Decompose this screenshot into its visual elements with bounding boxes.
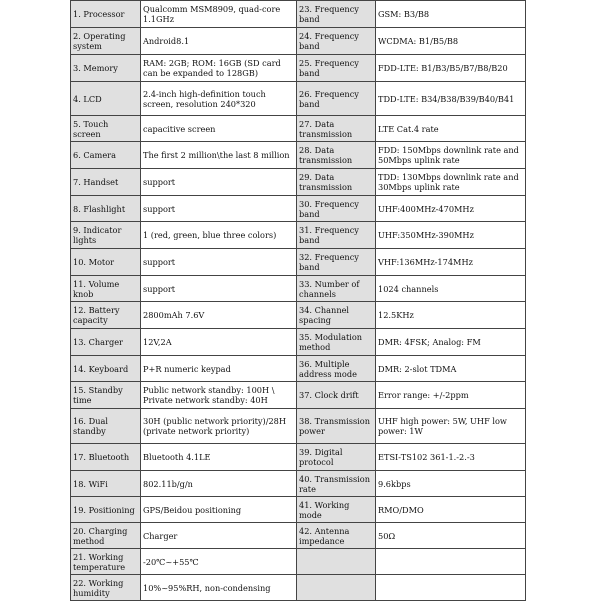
spec-label: 31. Frequency band — [297, 222, 376, 249]
spec-label: 15. Standby time — [71, 382, 141, 409]
spec-label: 3. Memory — [71, 55, 141, 82]
spec-value: GSM: B3/B8 — [376, 1, 526, 28]
spec-label: 37. Clock drift — [297, 382, 376, 409]
spec-label: 22. Working humidity — [71, 575, 141, 601]
spec-label: 9. Indicator lights — [71, 222, 141, 249]
table-row — [71, 523, 526, 549]
spec-value: 2.4-inch high-definition touch screen, resolution 240*320 — [141, 82, 297, 116]
table-row — [71, 116, 526, 142]
spec-value: GPS/Beidou positioning — [141, 497, 297, 523]
spec-label: 5. Touch screen — [71, 116, 141, 142]
spec-value: capacitive screen — [141, 116, 297, 142]
spec-label: 41. Working mode — [297, 497, 376, 523]
spec-value: 10%~95%RH, non-condensing — [141, 575, 297, 601]
spec-value: 12V,2A — [141, 329, 297, 356]
spec-label: 18. WiFi — [71, 471, 141, 497]
spec-value: 1024 channels — [376, 276, 526, 302]
table-row — [71, 28, 526, 55]
spec-label: 19. Positioning — [71, 497, 141, 523]
spec-value: WCDMA: B1/B5/B8 — [376, 28, 526, 55]
spec-label: 12. Battery capacity — [71, 302, 141, 329]
spec-value: RAM: 2GB; ROM: 16GB (SD card can be expanded to 128GB) — [141, 55, 297, 82]
spec-value — [376, 549, 526, 575]
spec-value: TDD-LTE: B34/B38/B39/B40/B41 — [376, 82, 526, 116]
spec-label: 2. Operating system — [71, 28, 141, 55]
spec-value: support — [141, 169, 297, 196]
table-row — [71, 549, 526, 575]
table-row — [71, 497, 526, 523]
spec-value: Android8.1 — [141, 28, 297, 55]
table-row — [71, 169, 526, 196]
spec-value: support — [141, 196, 297, 222]
table-row — [71, 222, 526, 249]
table-row — [71, 1, 526, 28]
spec-value: LTE Cat.4 rate — [376, 116, 526, 142]
spec-value: UHF:400MHz-470MHz — [376, 196, 526, 222]
spec-value: FDD-LTE: B1/B3/B5/B7/B8/B20 — [376, 55, 526, 82]
spec-value: VHF:136MHz-174MHz — [376, 249, 526, 276]
spec-label: 33. Number of channels — [297, 276, 376, 302]
spec-label: 17. Bluetooth — [71, 444, 141, 471]
spec-label: 36. Multiple address mode — [297, 356, 376, 382]
spec-value: 9.6kbps — [376, 471, 526, 497]
spec-label: 6. Camera — [71, 142, 141, 169]
spec-value: UHF:350MHz-390MHz — [376, 222, 526, 249]
spec-value: FDD: 150Mbps downlink rate and 50Mbps uplink rate — [376, 142, 526, 169]
spec-value: 802.11b/g/n — [141, 471, 297, 497]
spec-label: 23. Frequency band — [297, 1, 376, 28]
table-row — [71, 382, 526, 409]
spec-value: ETSI-TS102 361-1.-2.-3 — [376, 444, 526, 471]
spec-label: 30. Frequency band — [297, 196, 376, 222]
spec-value: Bluetooth 4.1LE — [141, 444, 297, 471]
spec-label: 29. Data transmission — [297, 169, 376, 196]
spec-label: 21. Working temperature — [71, 549, 141, 575]
spec-label: 10. Motor — [71, 249, 141, 276]
spec-label: 26. Frequency band — [297, 82, 376, 116]
table-row — [71, 276, 526, 302]
table-row — [71, 356, 526, 382]
spec-label: 14. Keyboard — [71, 356, 141, 382]
spec-label: 32. Frequency band — [297, 249, 376, 276]
spec-value: Error range: +/-2ppm — [376, 382, 526, 409]
spec-label: 16. Dual standby — [71, 409, 141, 444]
spec-value: The first 2 million\the last 8 million — [141, 142, 297, 169]
table-row — [71, 444, 526, 471]
table-row — [71, 55, 526, 82]
spec-value: Charger — [141, 523, 297, 549]
spec-label: 7. Handset — [71, 169, 141, 196]
spec-label: 24. Frequency band — [297, 28, 376, 55]
table-row — [71, 471, 526, 497]
spec-label: 42. Antenna impedance — [297, 523, 376, 549]
spec-label — [297, 575, 376, 601]
spec-label: 38. Transmission power — [297, 409, 376, 444]
spec-value: RMO/DMO — [376, 497, 526, 523]
spec-value: 50Ω — [376, 523, 526, 549]
spec-value — [376, 575, 526, 601]
spec-value: support — [141, 249, 297, 276]
spec-label: 40. Transmission rate — [297, 471, 376, 497]
spec-label — [297, 549, 376, 575]
spec-value: Qualcomm MSM8909, quad-core 1.1GHz — [141, 1, 297, 28]
spec-label: 35. Modulation method — [297, 329, 376, 356]
spec-label: 34. Channel spacing — [297, 302, 376, 329]
spec-label: 13. Charger — [71, 329, 141, 356]
spec-label: 4. LCD — [71, 82, 141, 116]
table-row — [71, 575, 526, 601]
table-row — [71, 142, 526, 169]
spec-value: DMR: 2-slot TDMA — [376, 356, 526, 382]
spec-value: UHF high power: 5W, UHF low power: 1W — [376, 409, 526, 444]
table-row — [71, 249, 526, 276]
spec-label: 25. Frequency band — [297, 55, 376, 82]
spec-sheet — [70, 0, 525, 600]
spec-label: 20. Charging method — [71, 523, 141, 549]
spec-value: TDD: 130Mbps downlink rate and 30Mbps uplink rate — [376, 169, 526, 196]
spec-label: 28. Data transmission — [297, 142, 376, 169]
table-row — [71, 409, 526, 444]
table-row — [71, 82, 526, 116]
spec-value: support — [141, 276, 297, 302]
spec-value: DMR: 4FSK; Analog: FM — [376, 329, 526, 356]
spec-label: 8. Flashlight — [71, 196, 141, 222]
spec-value: 30H (public network priority)/28H (private network priority) — [141, 409, 297, 444]
spec-value: 12.5KHz — [376, 302, 526, 329]
spec-label: 39. Digital protocol — [297, 444, 376, 471]
table-row — [71, 196, 526, 222]
spec-label: 1. Processor — [71, 1, 141, 28]
spec-table — [70, 0, 526, 601]
table-row — [71, 329, 526, 356]
spec-value: Public network standby: 100H \ Private network standby: 40H — [141, 382, 297, 409]
spec-value: -20℃~+55℃ — [141, 549, 297, 575]
spec-label: 11. Volume knob — [71, 276, 141, 302]
spec-label: 27. Data transmission — [297, 116, 376, 142]
spec-value: 2800mAh 7.6V — [141, 302, 297, 329]
spec-value: P+R numeric keypad — [141, 356, 297, 382]
table-row — [71, 302, 526, 329]
spec-value: 1 (red, green, blue three colors) — [141, 222, 297, 249]
